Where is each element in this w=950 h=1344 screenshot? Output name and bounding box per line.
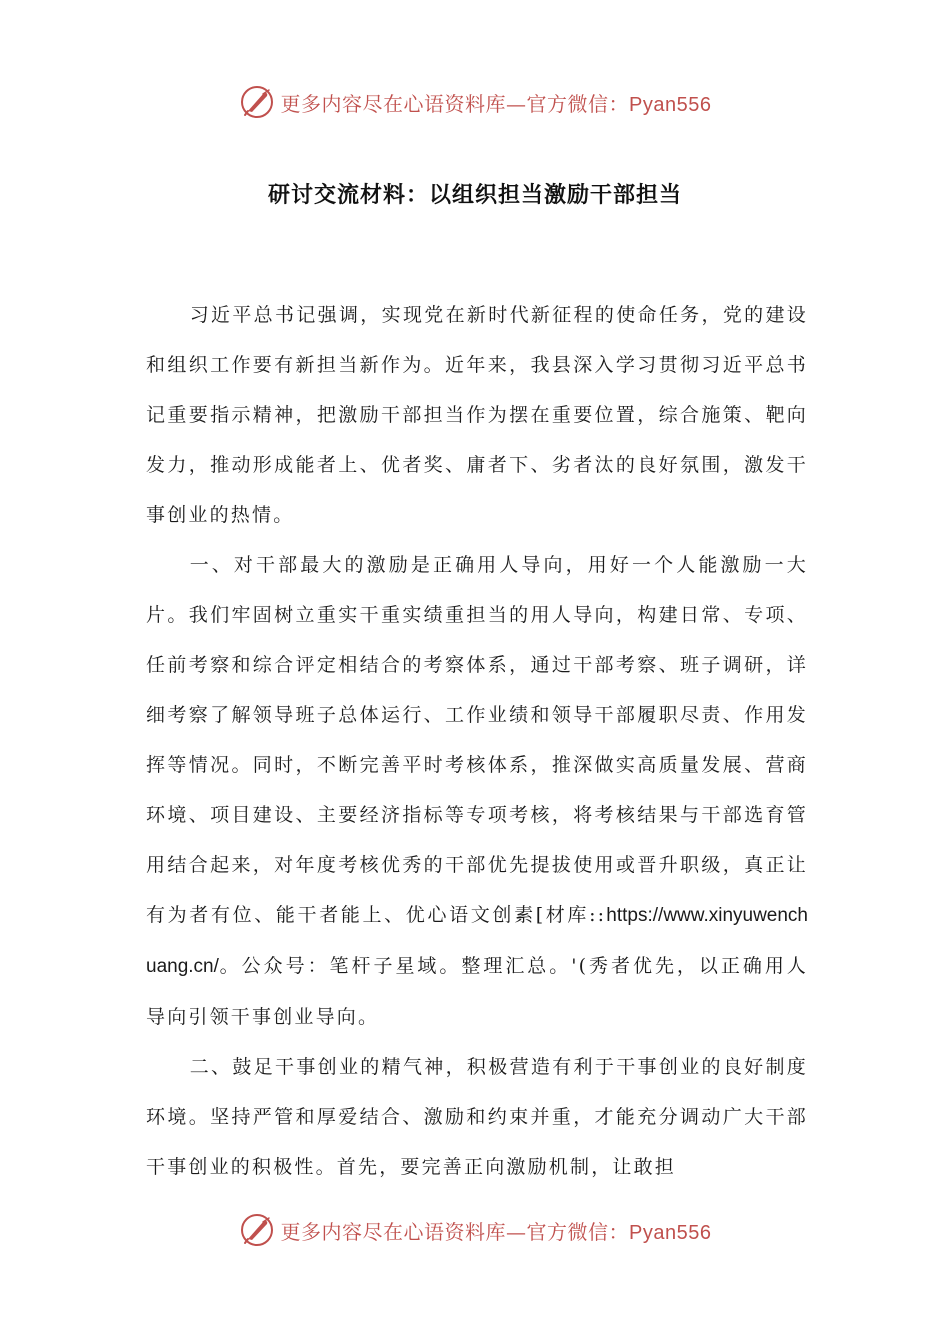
source-url: https://www.xinyuwenchuang.cn/ [146, 905, 808, 977]
watermark-wechat-id: Pyan556 [629, 93, 712, 116]
watermark-prefix: 更多内容尽在心语资料库—官方微信： [280, 91, 630, 116]
document-body [146, 290, 808, 1192]
paragraph-section-2: 二、鼓足干事创业的精气神，积极营造有利于干事创业的良好制度环境。坚持严管和厚爱结合、激励和约束并重，才能充分调动广大干部干事创业的积极性。首先，要完善正向激励机制，让敢担 [146, 1056, 808, 1178]
paragraph-section-1-tail: 。公众号：笔杆子星域。整理汇总。'(秀者优先，以正确用人导向引领干事创业导向。 [146, 955, 808, 1028]
watermark-text [281, 88, 712, 117]
document-title: 研讨交流材料：以组织担当激励干部担当 [267, 183, 682, 208]
watermark-prefix: 更多内容尽在心语资料库—官方微信： [280, 1219, 630, 1244]
watermark-wechat-id: Pyan556 [629, 1221, 712, 1244]
watermark-text [281, 1216, 712, 1245]
paragraph-intro: 习近平总书记强调，实现党在新时代新征程的使命任务，党的建设和组织工作要有新担当新作为。近年来，我县深入学习贯彻习近平总书记重要指示精神，把激励干部担当作为摆在重要位置，综合施策、靶向发力，推动形成能者上、优者奖、庸者下、劣者汰的良好氛围，激发干事创业的热情。 [146, 304, 808, 526]
header-watermark-banner [0, 80, 950, 124]
paragraph-section-1-text: 一、对干部最大的激励是正确用人导向，用好一个人能激励一大片。我们牢固树立重实干重实绩重担当的用人导向，构建日常、专项、任前考察和综合评定相结合的考察体系，通过干部考察、班子调研，详细考察了解领导班子总体运行、工作业绩和领导干部履职尽责、作用发挥等情况。同时，不断完善平时考核体系，推深做实高质量发展、营商环境、项目建设、主要经济指标等专项考核，将考核结果与干部选育管用结合起来，对年度考核优秀的干部优先提拔使用或晋升职级，真正让有为者有位、能干者能上、优心语文创素[材库:: [146, 554, 808, 926]
paragraph-section-1 [146, 540, 808, 1042]
quill-pen-logo-icon [239, 1212, 275, 1248]
footer-watermark-banner [0, 1208, 950, 1252]
quill-pen-logo-icon [239, 84, 275, 120]
